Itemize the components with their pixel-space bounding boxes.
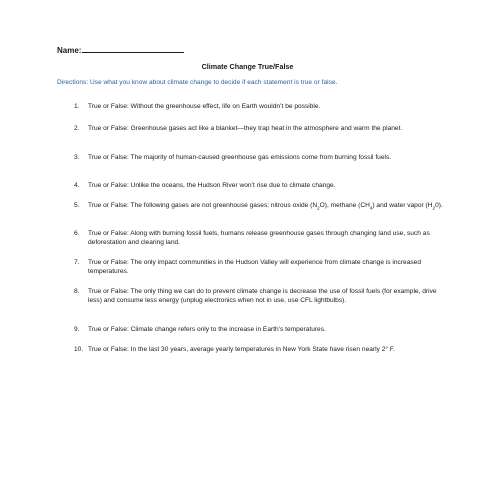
- question-text: True or False: Greenhouse gases act like a blanket—they trap heat in the atmosphere and warm the planet.: [88, 125, 403, 132]
- question-number: 1.: [74, 103, 80, 110]
- question-text: True or False: Along with burning fossil fuels, humans release greenhouse gases through changing land use, such as deforestation and clearing land.: [88, 230, 430, 247]
- subscript: 2: [317, 205, 320, 211]
- question-item: [74, 201, 446, 210]
- question-text-part: O), methane (CH: [319, 202, 370, 209]
- question-text: True or False: Without the greenhouse effect, life on Earth wouldn’t be possible.: [88, 103, 321, 110]
- question-item: [74, 287, 446, 306]
- question-text: True or False: In the last 30 years, average yearly temperatures in New York State have risen nearly 2° F.: [88, 346, 395, 353]
- question-number: 3.: [74, 154, 80, 161]
- question-item: [74, 229, 446, 248]
- question-item: [74, 258, 446, 277]
- question-item: [74, 124, 446, 133]
- question-number: 9.: [74, 326, 80, 333]
- question-number: 4.: [74, 182, 80, 189]
- question-text: [88, 201, 446, 210]
- question-text: True or False: Climate change refers only to the increase in Earth’s temperatures.: [88, 326, 326, 333]
- question-number: 8.: [74, 288, 80, 295]
- question-number: 5.: [74, 202, 80, 209]
- question-text: True or False: Unlike the oceans, the Hudson River won’t rise due to climate change.: [88, 182, 336, 189]
- question-number: 7.: [74, 259, 80, 266]
- question-text: True or False: The majority of human-caused greenhouse gas emissions come from burning fossil fuels.: [88, 154, 392, 161]
- subscript: 4: [369, 205, 373, 211]
- question-number: 2.: [74, 125, 80, 132]
- subscript: 2: [432, 205, 436, 211]
- worksheet-title: Climate Change True/False: [201, 62, 294, 71]
- question-item: [74, 345, 446, 354]
- question-text-part: 0).: [435, 202, 443, 209]
- question-text-part: ) and water vapor (H: [372, 202, 433, 209]
- question-item: [74, 102, 446, 111]
- question-item: [74, 325, 446, 334]
- question-number: 6.: [74, 230, 80, 237]
- question-item: [74, 153, 446, 162]
- name-blank-line[interactable]: [82, 44, 184, 53]
- question-text: True or False: The only impact communities in the Hudson Valley will experience from climate change is increased temperatures.: [88, 259, 422, 276]
- question-item: [74, 181, 446, 190]
- question-number: 10.: [74, 346, 84, 353]
- directions-text: Directions: Use what you know about climate change to decide if each statement is true or false.: [57, 79, 338, 86]
- question-text-part: True or False: The following gases are not greenhouse gases: nitrous oxide (N: [88, 202, 318, 209]
- name-field[interactable]: [57, 44, 184, 55]
- question-text: True or False: The only thing we can do to prevent climate change is decrease the use of fossil fuels (for example, drive less) and consume less energy (unplug electronics when not in use, use CFL lightbulbs).: [88, 288, 437, 305]
- name-label: Name:: [57, 46, 82, 55]
